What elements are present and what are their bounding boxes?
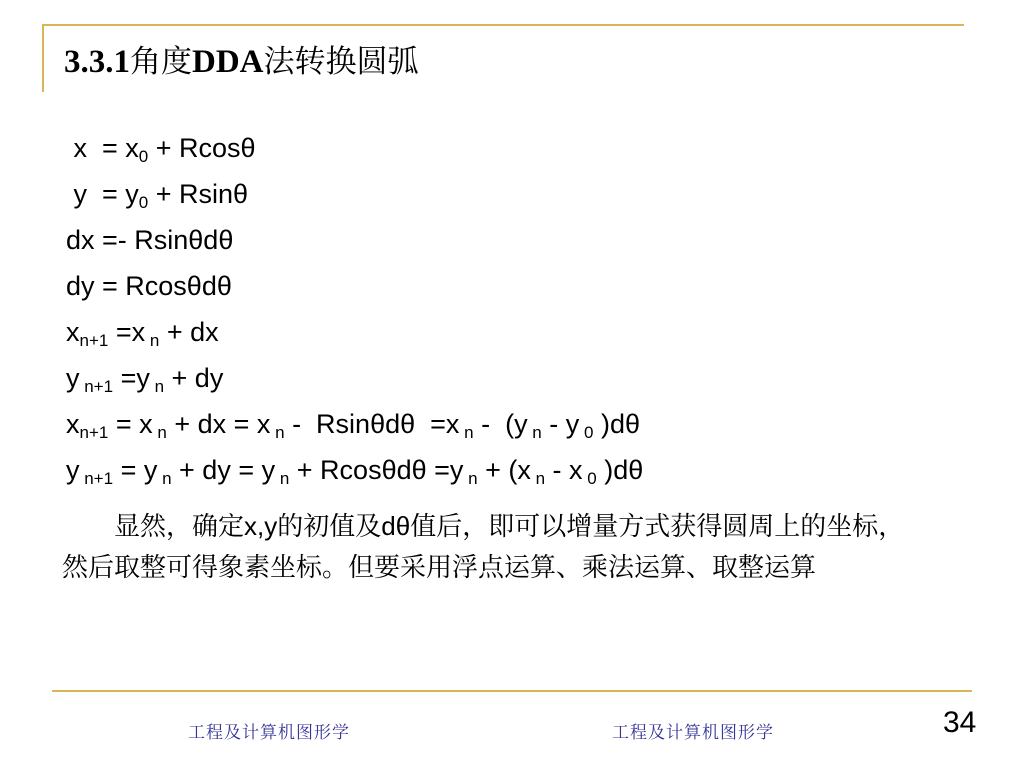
para-text: 值后，即可以增量方式获得圆周上的坐标，然后取整可得象素坐标。但要采用浮点运算、乘法运算、取整运算 — [62, 512, 905, 583]
eq-text: dy = Rcosθdθ — [66, 271, 232, 301]
eq-text: + (x — [477, 455, 531, 485]
eq-text: + dy — [164, 363, 224, 393]
eq-subscript: n+1 — [79, 423, 109, 442]
eq-subscript: 0 — [138, 193, 149, 212]
eq-subscript: n — [152, 423, 167, 442]
title-text-part2: 法转换圆弧 — [263, 44, 419, 80]
eq-text: dx =- Rsinθdθ — [66, 225, 234, 255]
eq-text: + dx — [159, 317, 219, 347]
eq-text: + dx = x — [166, 409, 271, 439]
equation-yn1-expanded — [66, 447, 643, 493]
eq-subscript: 0 — [579, 423, 594, 442]
eq-subscript: n+1 — [79, 469, 114, 488]
eq-text: + dy = y — [171, 455, 276, 485]
equation-dx — [66, 217, 643, 263]
eq-text: - x — [545, 455, 583, 485]
eq-text: y = y — [66, 179, 139, 209]
page-number: 34 — [943, 706, 977, 739]
eq-text: x — [66, 409, 80, 439]
footer-divider — [52, 690, 972, 692]
footer-course-left: 工程及计算机图形学 — [188, 723, 350, 743]
eq-text: )dθ — [593, 409, 640, 439]
eq-text: + Rcosθ — [148, 133, 256, 163]
eq-subscript: 0 — [138, 147, 149, 166]
para-text: 显然，确定 — [114, 512, 245, 542]
eq-subscript: 0 — [582, 469, 597, 488]
eq-text: = y — [113, 455, 158, 485]
eq-text: + Rcosθdθ =y — [289, 455, 464, 485]
eq-subscript: n+1 — [79, 331, 109, 350]
eq-text: )dθ — [596, 455, 644, 485]
eq-subscript: n+1 — [79, 377, 114, 396]
left-border-line — [42, 24, 44, 92]
eq-subscript: n — [157, 469, 172, 488]
para-text: 的初值及 — [277, 512, 382, 542]
eq-subscript: n — [275, 469, 290, 488]
eq-text: x — [66, 317, 80, 347]
eq-text: y — [66, 363, 80, 393]
equation-x — [66, 125, 643, 171]
para-text: x,y — [244, 511, 278, 541]
equation-xn1 — [66, 309, 643, 355]
para-text: dθ — [381, 511, 411, 541]
eq-text: = x — [108, 409, 153, 439]
title-text-part1: 角度 — [130, 44, 192, 80]
eq-text: =y — [113, 363, 150, 393]
eq-text: =x — [108, 317, 146, 347]
explanation-paragraph — [62, 506, 922, 589]
eq-subscript: n — [270, 423, 285, 442]
title-number: 3.3.1 — [64, 44, 130, 80]
eq-text: x = x — [66, 133, 139, 163]
eq-text: - (y — [473, 409, 528, 439]
eq-subscript: n — [149, 377, 165, 396]
title-text-dda: DDA — [192, 44, 264, 80]
equation-yn1 — [66, 355, 643, 401]
equation-y — [66, 171, 643, 217]
eq-subscript: n — [530, 469, 546, 488]
eq-subscript: n — [463, 469, 478, 488]
eq-subscript: n — [459, 423, 474, 442]
eq-subscript: n — [145, 331, 160, 350]
eq-text: + Rsinθ — [148, 179, 249, 209]
eq-subscript: n — [527, 423, 542, 442]
footer-course-right: 工程及计算机图形学 — [612, 723, 774, 743]
top-border-line — [42, 24, 964, 26]
eq-text: - Rsinθdθ =x — [284, 409, 460, 439]
eq-text: - y — [541, 409, 580, 439]
formula-block — [66, 125, 643, 493]
eq-text: y — [66, 455, 80, 485]
slide-title — [64, 40, 419, 84]
equation-dy — [66, 263, 643, 309]
equation-xn1-expanded — [66, 401, 643, 447]
